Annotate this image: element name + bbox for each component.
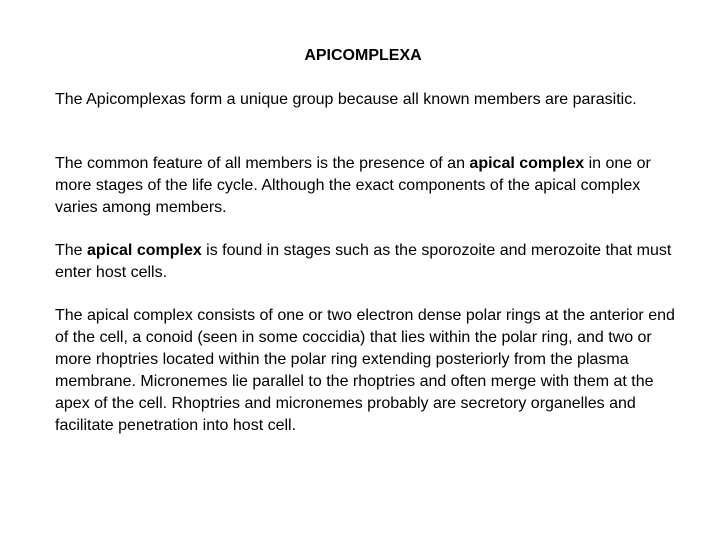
paragraph-common-feature-text-2: in one or more stages of the life cycle. Although the exact components of the apical complex varies among members. bbox=[55, 155, 651, 216]
paragraph-intro: The Apicomplexas form a unique group because all known members are parasitic. bbox=[55, 91, 637, 108]
slide-title: APICOMPLEXA bbox=[304, 47, 422, 64]
paragraph-stages bbox=[55, 240, 680, 284]
apical-complex-emphasis-2: apical complex bbox=[87, 242, 202, 259]
paragraph-common-feature bbox=[55, 153, 680, 219]
paragraph-stages-text-2: is found in stages such as the sporozoite and merozoite that must enter host cells. bbox=[55, 242, 672, 281]
apical-complex-emphasis: apical complex bbox=[469, 155, 585, 172]
paragraph-common-feature-text-1: The common feature of all members is the presence of an bbox=[55, 155, 470, 172]
paragraph-structure: The apical complex consists of one or two electron dense polar rings at the anterior end of the cell, a conoid (seen in some coccidia) that lies within the polar ring, and two or more rhoptries located within the polar ring extending posteriorly from the plasma membrane. Micronemes lie parallel to the rhoptries and often merge with them at the apex of the cell. Rhoptries and micronemes probably are secretory organelles and facilitate penetration into host cell. bbox=[55, 307, 675, 434]
paragraph-stages-text-1: The bbox=[55, 242, 88, 259]
